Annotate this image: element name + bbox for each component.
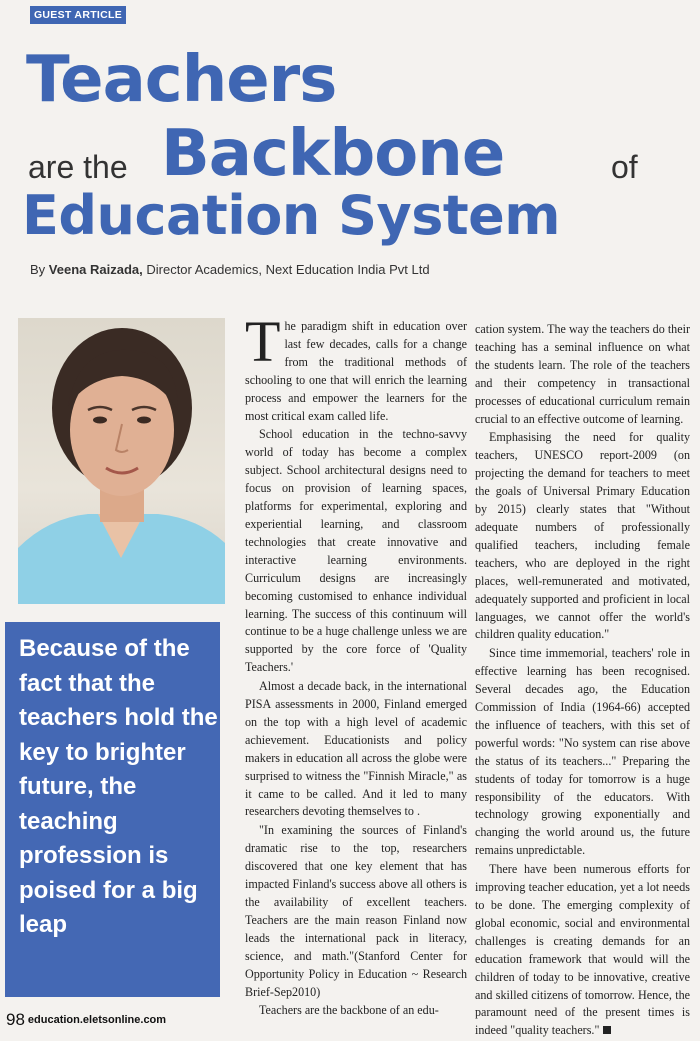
paragraph-7: Emphasising the need for quality teachers, UNESCO report-2009 (on projecting the demand for teachers to meet the goals of Universal Primary Education by 2015) clearly states that "Without adequate numbers of professionally qualified teachers, including female teachers, who are deployed in the right places, well-remunerated and motivated, adequately supported and proficient in local languages, we cannot offer the world's children quality education.": [475, 430, 690, 642]
paragraph-6: cation system. The way the teachers do their teaching has a seminal influence on what the students learn. The role of the teachers and their competency in transactional processes of educational curriculum remain crucial to an effective outcome of learning.: [475, 322, 690, 426]
end-mark-icon: [603, 1026, 611, 1034]
byline-author: Veena Raizada,: [48, 262, 143, 277]
headline-line2: [28, 118, 688, 190]
headline-are-the: are the: [28, 149, 128, 185]
page-footer: [6, 1010, 166, 1030]
pull-quote: Because of the fact that the teachers hold the key to brighter future, the teaching profession is poised for a big leap: [5, 622, 220, 997]
paragraph-9-text: There have been numerous efforts for improving teacher education, yet a lot needs to be done. The emerging complexity of global economic, social and environmental challenges is creating demands for an education framework that would will the children of today to be innovative, creative and skilled citizens of tomorrow. Hence, the paramount need of the present times is indeed "quality teachers.": [475, 862, 690, 1038]
paragraph-3: Almost a decade back, in the international PISA assessments in 2000, Finland emerged on the top with a high level of academic achievement. Educationists and policy makers in education all across the globe were surprised to witness the "Finnish Miracle," as it came to be called. And it led to many researchers devoting themselves to .: [245, 679, 467, 819]
section-tag: GUEST ARTICLE: [30, 6, 126, 24]
paragraph-5: Teachers are the backbone of an edu-: [259, 1003, 439, 1018]
paragraph-2: School education in the techno-savvy world of today has become a complex subject. School architectural designs need to focus on provision of learning spaces, platforms for experimental, exploring and experiential learning, and classroom technologies that create innovative and interactive learning environments. Curriculum designs are increasingly becoming customised to enhance individual learning. The success of this continuum will continue to be a huge challenge unless we are supported by the core force of 'Quality Teachers.': [245, 427, 467, 675]
author-photo: [18, 318, 225, 604]
article-column-1: [245, 309, 467, 1021]
page-number: 98: [6, 1010, 25, 1029]
drop-cap: T: [245, 309, 281, 374]
paragraph-4: "In examining the sources of Finland's dramatic rise to the top, researchers discovered that one key element that has impacted Finland's success above all others is the availability of excellent teachers. Teachers are the main reason Finland now leads the international pack in literacy, science, and math."(Stanford Center for Opportunity Policy in Education ~ Research Brief-Sep2010): [245, 823, 467, 999]
headline-line3: Education System: [22, 184, 561, 247]
byline-prefix: By: [30, 262, 49, 277]
byline: [30, 262, 430, 277]
headline-backbone: Backbone: [161, 117, 505, 191]
paragraph-8: Since time immemorial, teachers' role in effective learning has been recognised. Several decades ago, the Education Commission of India (1964-66) accepted the influence of teachers, with this set of powerful words: "No system can rise above the status of its teachers..." Preparing the students of today for tomorrow is a huge responsibility of the educators. With technology growing exponentially and changing the world around us, the future remains unpredictable.: [475, 646, 690, 858]
byline-role: Director Academics, Next Education India Pvt Ltd: [142, 262, 430, 277]
paragraph-1-text: he paradigm shift in education over last few decades, calls for a change from the traditional methods of schooling to one that will enrich the learning process and empower the learners for the most critical exam called life.: [245, 319, 467, 423]
paragraph-9: [475, 861, 690, 1040]
article-column-2: [475, 321, 690, 1041]
headline-line1: Teachers: [26, 43, 337, 117]
headline-of: of: [611, 149, 638, 185]
paragraph-1: [245, 309, 467, 425]
footer-site: education.eletsonline.com: [27, 1014, 167, 1026]
